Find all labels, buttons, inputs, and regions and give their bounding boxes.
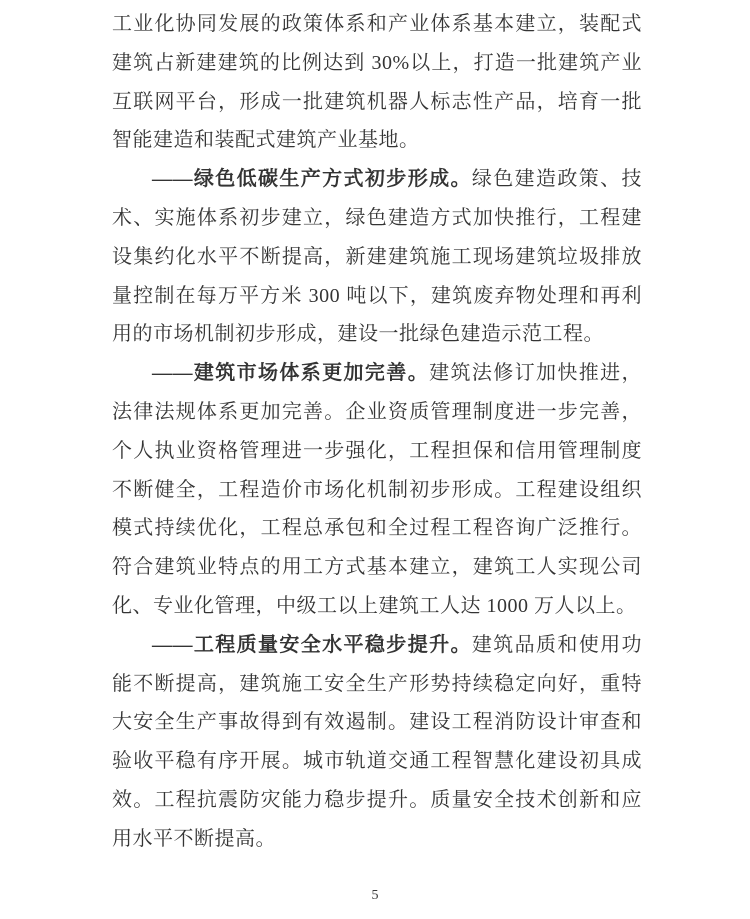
paragraph-green-low-carbon — [112, 160, 642, 354]
paragraph-text: 工业化协同发展的政策体系和产业体系基本建立，装配式建筑占新建建筑的比例达到 30%以上，打造一批建筑产业互联网平台，形成一批建筑机器人标志性产品，培育一批智能建造和装配式建筑产业基地。 — [112, 13, 642, 152]
paragraph-lead: ——工程质量安全水平稳步提升。 — [152, 633, 472, 656]
paragraph-market-system — [112, 354, 642, 626]
paragraph-lead: ——绿色低碳生产方式初步形成。 — [152, 168, 472, 191]
paragraph-text: 建筑法修订加快推进，法律法规体系更加完善。企业资质管理制度进一步完善，个人执业资格管理进一步强化，工程担保和信用管理制度不断健全，工程造价市场化机制初步形成。工程建设组织模式持续优化，工程总承包和全过程工程咨询广泛推行。符合建筑业特点的用工方式基本建立，建筑工人实现公司化、专业化管理，中级工以上建筑工人达 1000 万人以上。 — [112, 362, 643, 617]
paragraph-quality-safety — [112, 626, 642, 859]
paragraph-text: 绿色建造政策、技术、实施体系初步建立，绿色建造方式加快推行，工程建设集约化水平不断提高，新建建筑施工现场建筑垃圾排放量控制在每万平方米 300 吨以下，建筑废弃物处理和再利用的市场机制初步形成，建设一批绿色建造示范工程。 — [112, 168, 643, 346]
document-body — [112, 0, 642, 859]
page-footer — [0, 886, 750, 904]
paragraph-text: 建筑品质和使用功能不断提高，建筑施工安全生产形势持续稳定向好，重特大安全生产事故得到有效遏制。建设工程消防设计审查和验收平稳有序开展。城市轨道交通工程智慧化建设初具成效。工程抗震防灾能力稳步提升。质量安全技术创新和应用水平不断提高。 — [112, 633, 643, 850]
paragraph-lead: ——建筑市场体系更加完善。 — [152, 362, 430, 385]
paragraph-continuation — [112, 5, 642, 160]
page-number: 5 — [371, 888, 379, 903]
